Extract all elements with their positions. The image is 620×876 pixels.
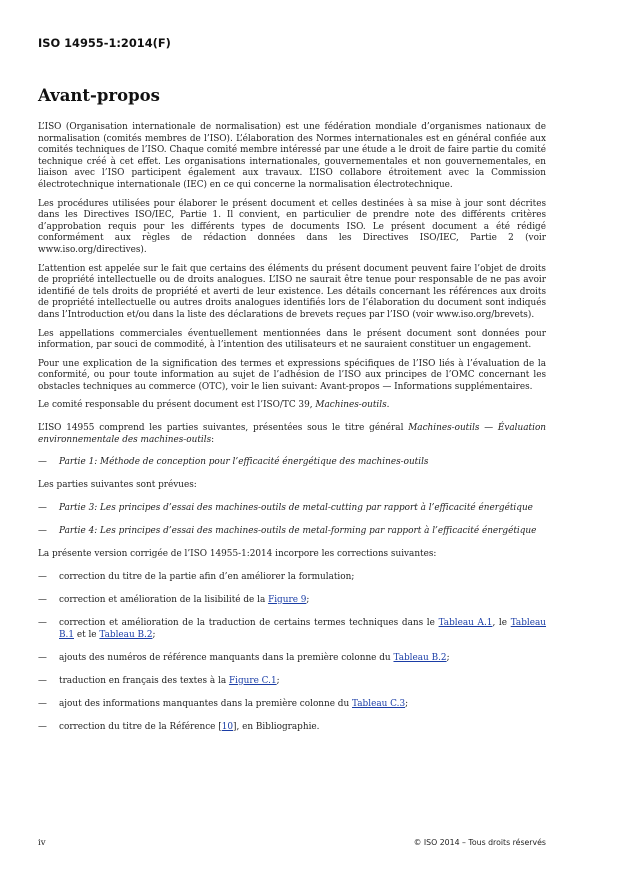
parts-general-title: Machines-outils — Évaluation environnementale des machines-outils [38,423,546,445]
part1-title: Partie 1: Méthode de conception pour l’efficacité énergétique des machines-outils [59,457,429,468]
paragraph-trade-names: Les appellations commerciales éventuellement mentionnées dans le présent document sont données pour information, par souci de commodité, à l’intention des utilisateurs et ne sauraient constituer un engagement. [38,328,546,351]
correction-text [59,653,450,665]
correction-text-part: ], en Bibliographie. [233,721,320,732]
correction-text [59,699,408,711]
page-number: iv [38,838,46,848]
link-reference-10[interactable]: 10 [221,721,234,732]
correction-text-part: ; [405,698,409,709]
correction-text-part: et le [74,629,100,640]
correction-text [59,676,280,688]
part3-title: Partie 3: Les principes d’essai des machines-outils de metal-cutting par rapport à l’efficacité énergétique [59,502,533,513]
correction-text-part: ; [306,594,310,605]
list-item-correction-4 [38,653,546,665]
link-tableau-b2[interactable]: Tableau B.2 [393,652,447,663]
dash-bullet: — [38,594,47,605]
correction-text-part: ; [446,652,450,663]
link-tableau-b2[interactable]: Tableau B.2 [99,629,153,640]
document-body [38,122,546,745]
correction-text: correction du titre de la partie afin d’en améliorer la formulation; [59,571,355,582]
link-figure-9[interactable]: Figure 9 [268,594,307,605]
correction-text-part: ; [276,675,280,686]
dash-bullet: — [38,617,47,628]
page-title: Avant-propos [38,86,160,105]
paragraph-patent-rights: L’attention est appelée sur le fait que certains des éléments du présent document peuvent faire l’objet de droits de propriété intellectuelle ou de droits analogues. L’ISO ne saurait être tenue pour responsable de ne pas avoir identifié de tels droits de propriété et averti de leur existence. Les détails concernant les références aux droits de propriété intellectuelle ou autres droits analogues identifiés lors de l’élaboration du document sont indiqués dans l’Introduction et/ou dans la liste des déclarations de brevets reçues par l’ISO (voir www.iso.org/brevets). [38,263,546,320]
committee-prefix: Le comité responsable du présent document est l’ISO/TC 39, [38,400,316,411]
standard-id-header: ISO 14955-1:2014(F) [38,36,171,50]
parts-intro-prefix: L’ISO 14955 comprend les parties suivantes, présentées sous le titre général [38,423,409,434]
dash-bullet: — [38,571,47,582]
dash-bullet: — [38,457,47,468]
paragraph-procedures: Les procédures utilisées pour élaborer le présent document et celles destinées à sa mise à jour sont décrites dans les Directives ISO/IEC, Partie 1. Il convient, en particulier de prendre note des différents critères d’approbation requis pour les différents types de documents ISO. Le présent document a été rédigé conformément aux règles de rédaction données dans les Directives ISO/IEC, Partie 2 (voir www.iso.org/directives). [38,198,546,255]
list-item-correction-6 [38,699,546,711]
list-item-correction-3 [38,618,546,641]
correction-text-part: correction et amélioration de la traduction de certains termes techniques dans le [59,617,439,628]
committee-suffix: . [386,400,390,411]
list-item-part3 [38,503,546,515]
correction-text-part: correction et amélioration de la lisibilité de la [59,594,269,605]
committee-name: Machines-outils [315,400,387,411]
list-item-correction-1 [38,572,546,584]
correction-text-part: traduction en français des textes à la [59,675,229,686]
correction-text-part: ; [152,629,156,640]
link-tableau-c3[interactable]: Tableau C.3 [352,698,406,709]
link-tableau-a1[interactable]: Tableau A.1 [438,617,493,628]
dash-bullet: — [38,526,47,537]
dash-bullet: — [38,502,47,513]
paragraph-parts-intro [38,423,546,446]
dash-bullet: — [38,675,47,686]
correction-text [59,618,546,641]
paragraph-corrections-intro: La présente version corrigée de l’ISO 14955-1:2014 incorpore les corrections suivantes: [38,549,437,560]
copyright-notice: © ISO 2014 – Tous droits réservés [413,838,546,847]
list-item-part4 [38,526,546,538]
link-figure-c1[interactable]: Figure C.1 [228,675,277,686]
correction-text-part: , le [492,617,511,628]
dash-bullet: — [38,652,47,663]
list-item-correction-5 [38,676,546,688]
correction-text-part: correction du titre de la Référence [ [59,721,222,732]
paragraph-conformity: Pour une explication de la signification des termes et expressions spécifiques de l’ISO liés à l’évaluation de la conformité, ou pour toute information au sujet de l’adhésion de l’ISO aux principes de l’OMC concernant les obstacles techniques au commerce (OTC), voir le lien suivant: Avant-propos — Informations supplémentaires. [38,358,546,392]
correction-text [59,722,320,734]
part4-title: Partie 4: Les principes d’essai des machines-outils de metal-forming par rapport à l’efficacité énergétique [59,526,537,537]
link-tableau-b1[interactable]: Tableau B.1 [59,617,547,640]
correction-text-part: ajouts des numéros de référence manquants dans la première colonne du [59,652,394,663]
dash-bullet: — [38,698,47,709]
parts-intro-suffix: : [211,434,215,445]
paragraph-planned-intro: Les parties suivantes sont prévues: [38,480,197,491]
paragraph-iso-intro: L’ISO (Organisation internationale de normalisation) est une fédération mondiale d’organismes nationaux de normalisation (comités membres de l’ISO). L’élaboration des Normes internationales est en général confiée aux comités techniques de l’ISO. Chaque comité membre intéressé par une étude a le droit de faire partie du comité technique créé à cet effet. Les organisations internationales, gouvernementales et non gouvernementales, en liaison avec l’ISO participent également aux travaux. L’ISO collabore étroitement avec la Commission électrotechnique internationale (IEC) en ce qui concerne la normalisation électrotechnique. [38,122,546,190]
correction-text-part: ajout des informations manquantes dans la première colonne du [59,698,353,709]
list-item-correction-7 [38,722,546,734]
correction-text [59,595,309,607]
paragraph-committee [38,400,546,412]
list-item-part1 [38,457,546,469]
list-item-correction-2 [38,595,546,607]
dash-bullet: — [38,721,47,732]
